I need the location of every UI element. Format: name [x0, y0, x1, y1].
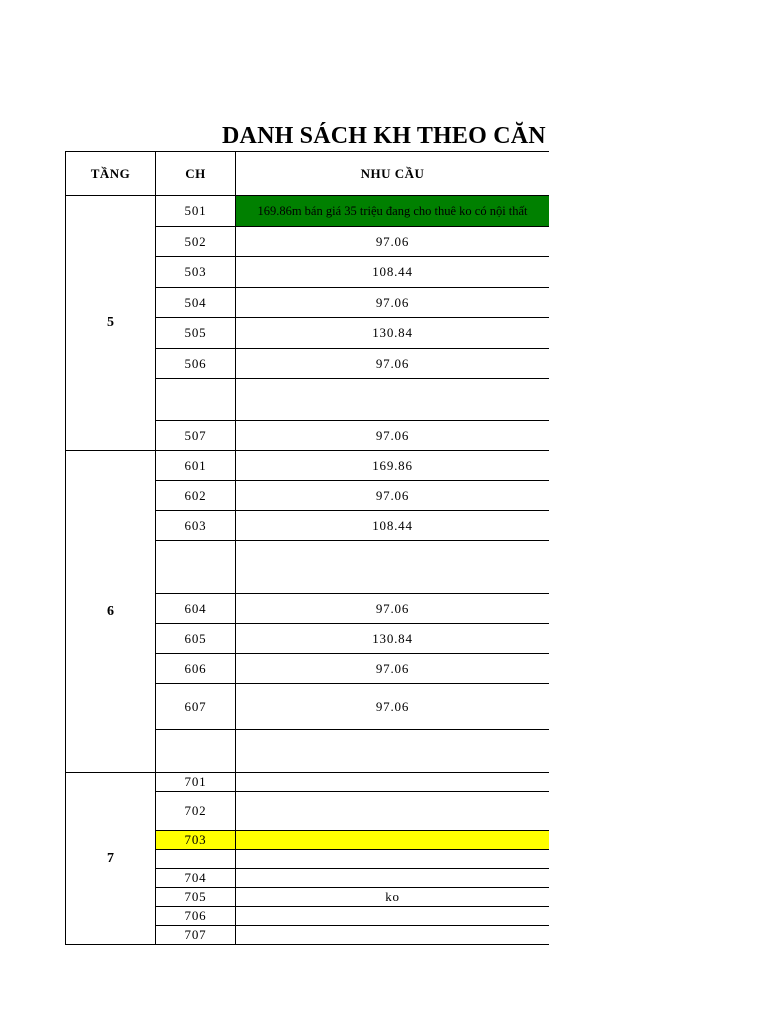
- unit-cell[interactable]: [156, 730, 236, 773]
- unit-cell[interactable]: 503: [156, 257, 236, 288]
- need-cell[interactable]: 130.84: [236, 318, 550, 349]
- unit-cell-highlighted[interactable]: 703: [156, 831, 236, 850]
- need-cell[interactable]: 97.06: [236, 227, 550, 257]
- unit-cell[interactable]: 507: [156, 421, 236, 451]
- unit-cell[interactable]: 501: [156, 196, 236, 227]
- need-cell[interactable]: 97.06: [236, 654, 550, 684]
- unit-cell[interactable]: 607: [156, 684, 236, 730]
- need-cell[interactable]: [236, 773, 550, 792]
- unit-cell[interactable]: 704: [156, 869, 236, 888]
- table-body: [66, 196, 550, 945]
- need-cell[interactable]: ko: [236, 888, 550, 907]
- need-cell[interactable]: 97.06: [236, 288, 550, 318]
- unit-cell[interactable]: [156, 850, 236, 869]
- need-cell[interactable]: 108.44: [236, 257, 550, 288]
- unit-cell[interactable]: 705: [156, 888, 236, 907]
- need-cell[interactable]: 169.86: [236, 451, 550, 481]
- need-cell[interactable]: [236, 730, 550, 773]
- floor-cell[interactable]: 7: [66, 773, 156, 945]
- header-unit: CH: [156, 152, 236, 196]
- header-need: NHU CẦU: [236, 152, 550, 196]
- unit-cell[interactable]: 605: [156, 624, 236, 654]
- table-row: [66, 196, 550, 227]
- need-cell[interactable]: 97.06: [236, 349, 550, 379]
- need-cell[interactable]: 97.06: [236, 594, 550, 624]
- unit-cell[interactable]: 707: [156, 926, 236, 945]
- need-cell[interactable]: [236, 926, 550, 945]
- need-cell-highlighted[interactable]: [236, 831, 550, 850]
- sheet-title: DANH SÁCH KH THEO CĂN: [222, 123, 546, 149]
- unit-cell[interactable]: [156, 541, 236, 594]
- table-row: [66, 451, 550, 481]
- unit-cell[interactable]: 601: [156, 451, 236, 481]
- unit-cell[interactable]: 701: [156, 773, 236, 792]
- unit-cell[interactable]: 506: [156, 349, 236, 379]
- unit-cell[interactable]: 602: [156, 481, 236, 511]
- need-cell[interactable]: 108.44: [236, 511, 550, 541]
- unit-cell[interactable]: [156, 379, 236, 421]
- unit-cell[interactable]: 606: [156, 654, 236, 684]
- table-row: [66, 773, 550, 792]
- header-floor: TẦNG: [66, 152, 156, 196]
- spreadsheet: [65, 151, 549, 947]
- need-cell[interactable]: 97.06: [236, 481, 550, 511]
- need-cell[interactable]: [236, 541, 550, 594]
- need-cell[interactable]: [236, 792, 550, 831]
- need-cell-highlighted[interactable]: 169.86m bán giá 35 triệu đang cho thuê ko có nội thất: [236, 196, 550, 227]
- need-cell[interactable]: 97.06: [236, 684, 550, 730]
- floor-cell[interactable]: 5: [66, 196, 156, 451]
- unit-cell[interactable]: 702: [156, 792, 236, 831]
- unit-cell[interactable]: 504: [156, 288, 236, 318]
- floor-cell[interactable]: 6: [66, 451, 156, 773]
- need-cell[interactable]: [236, 869, 550, 888]
- apartment-table: [65, 151, 549, 945]
- need-cell[interactable]: [236, 907, 550, 926]
- header-row: [66, 152, 550, 196]
- need-cell[interactable]: 97.06: [236, 421, 550, 451]
- need-cell[interactable]: [236, 379, 550, 421]
- unit-cell[interactable]: 505: [156, 318, 236, 349]
- unit-cell[interactable]: 706: [156, 907, 236, 926]
- unit-cell[interactable]: 603: [156, 511, 236, 541]
- need-cell[interactable]: 130.84: [236, 624, 550, 654]
- need-cell[interactable]: [236, 850, 550, 869]
- unit-cell[interactable]: 604: [156, 594, 236, 624]
- unit-cell[interactable]: 502: [156, 227, 236, 257]
